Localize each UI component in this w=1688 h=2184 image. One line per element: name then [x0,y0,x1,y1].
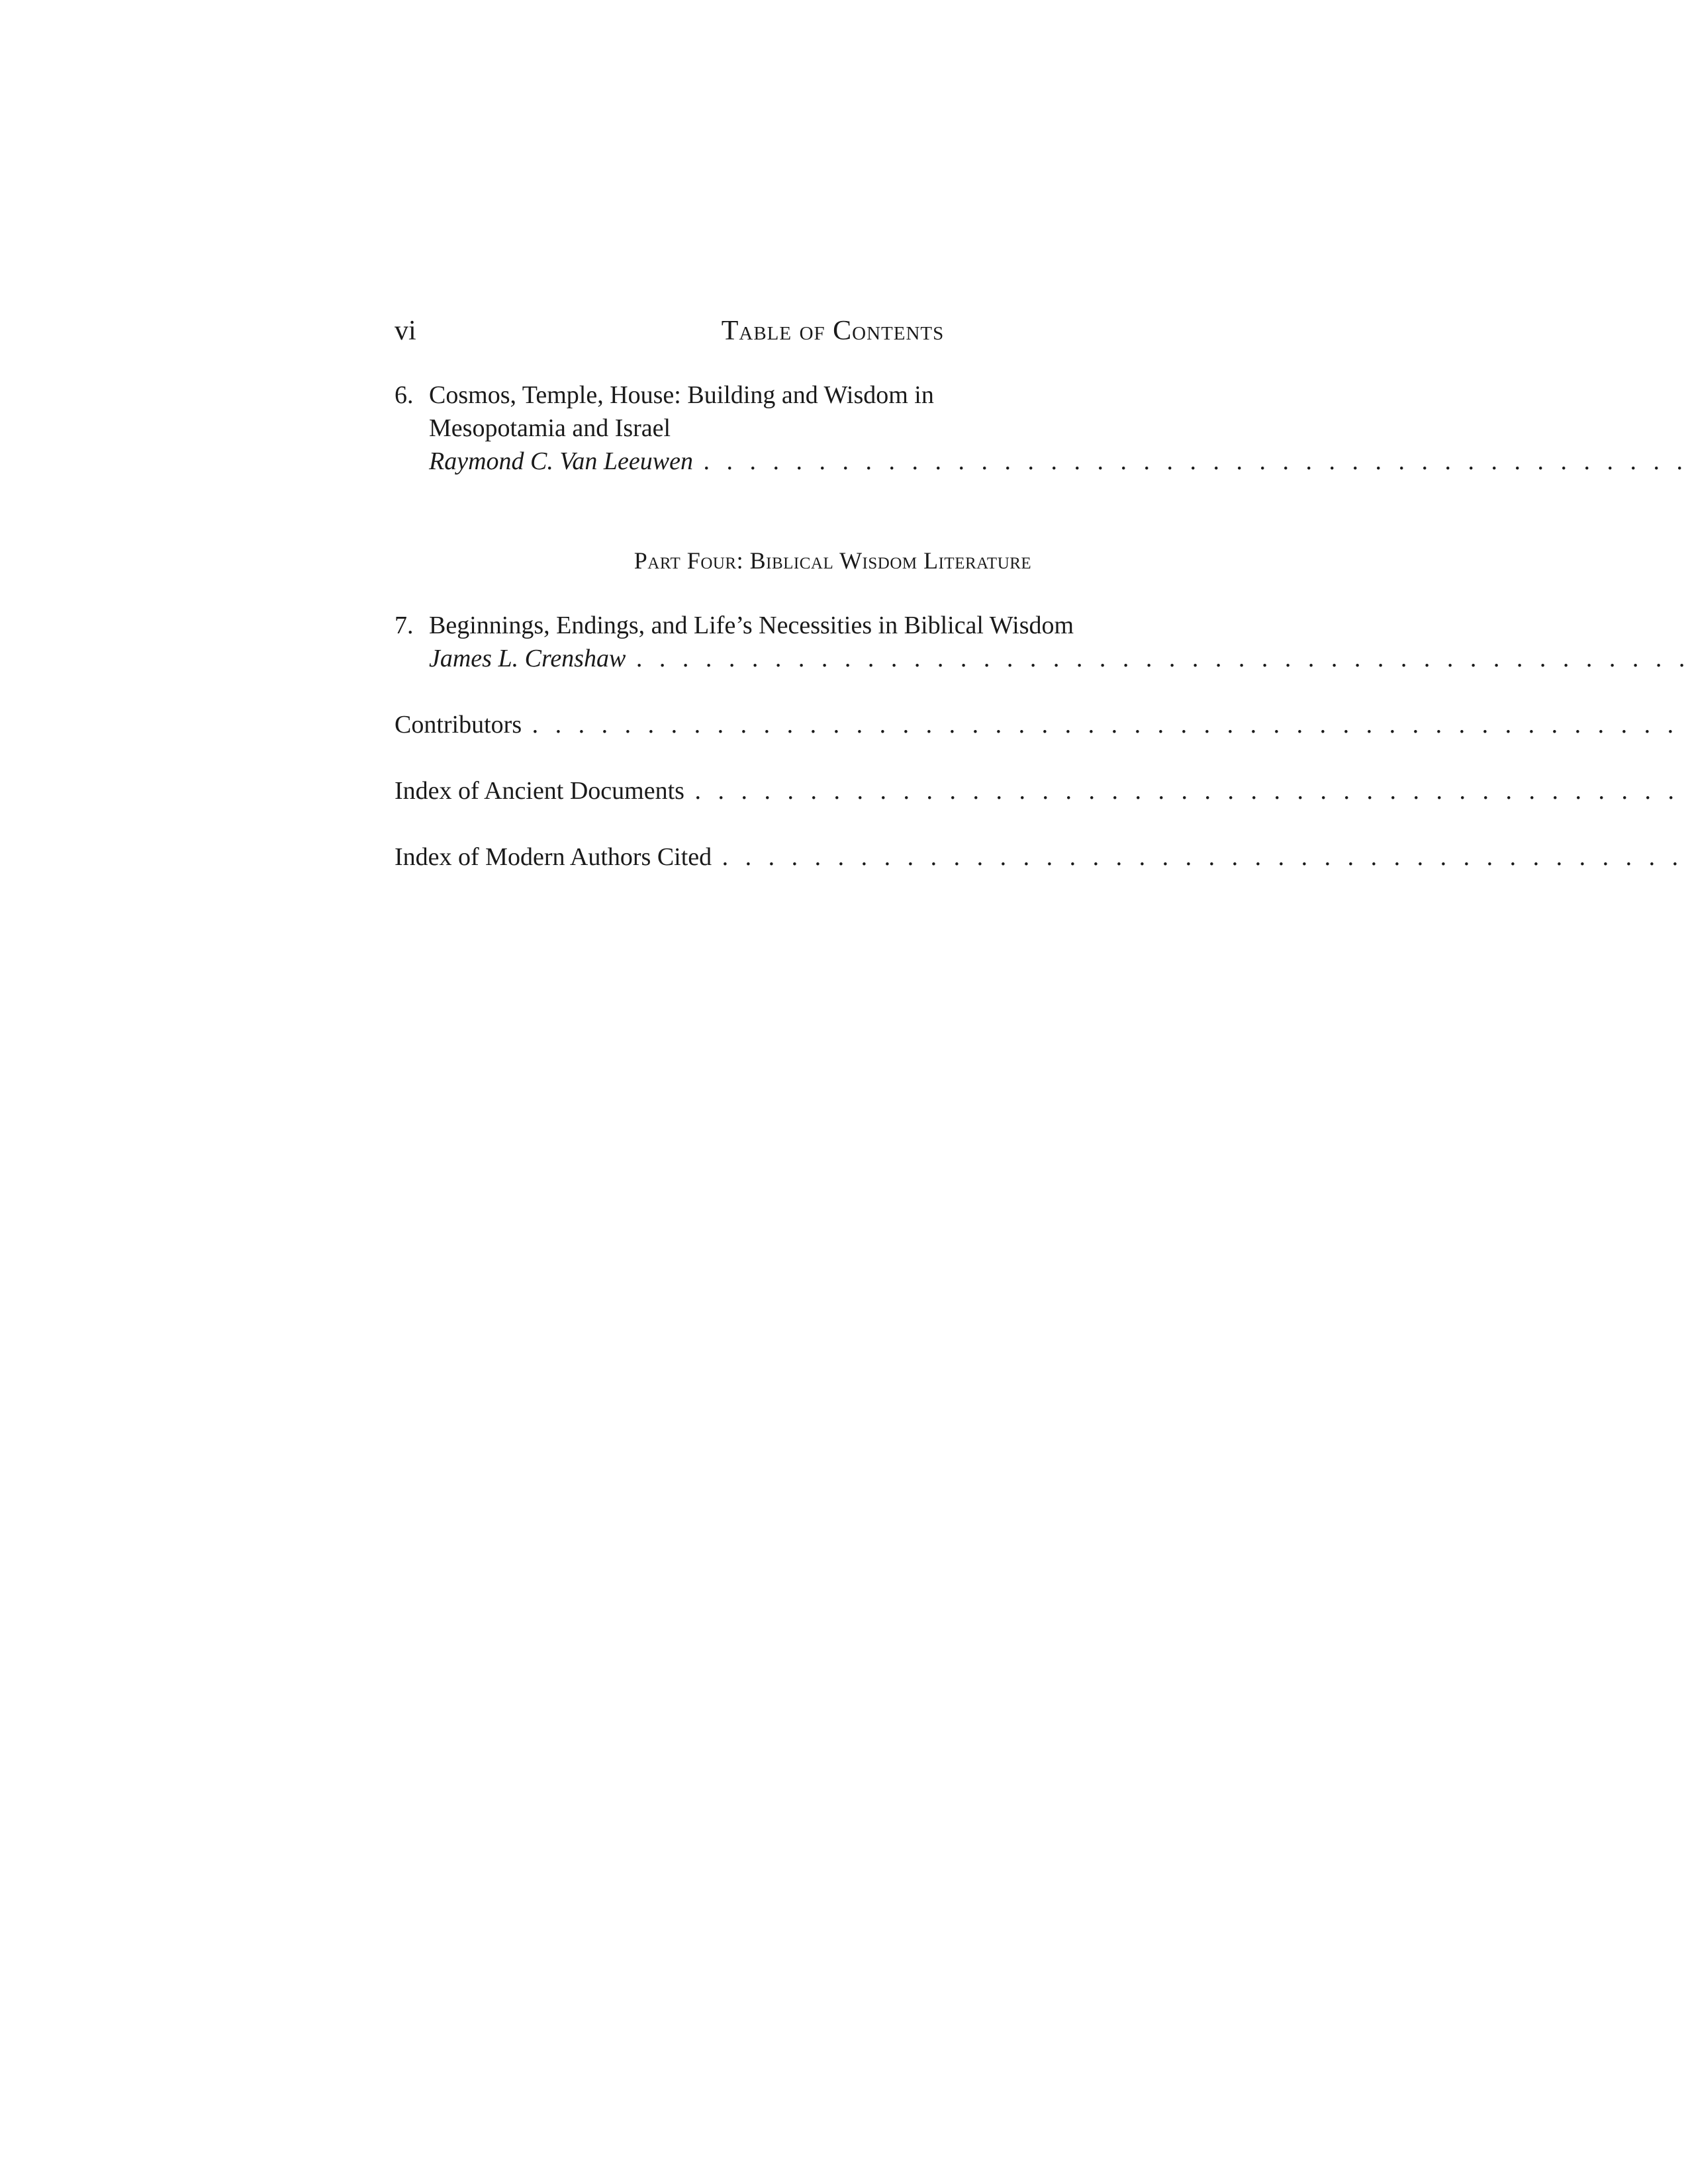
entry-title: Contributors [395,711,522,739]
entry-title-line: Cosmos, Temple, House: Building and Wisdom in [429,381,934,409]
entry-author: Raymond C. Van Leeuwen [429,447,693,475]
dot-leader [699,447,1688,475]
part-heading: Part Four: Biblical Wisdom Literature [633,547,1032,574]
entry-number: 6. [395,381,414,409]
entry-number: 7. [395,612,414,639]
page-title: Table of Contents [721,316,945,346]
toc-entry-7[interactable] [395,609,1271,675]
dot-leader [718,843,1688,871]
entry-title: Index of Modern Authors Cited [395,843,712,871]
dot-leader [632,645,1688,672]
entry-title-line: Mesopotamia and Israel [429,414,671,442]
entry-title: Index of Ancient Documents [395,777,684,805]
running-head [395,311,1271,351]
dot-leader [690,777,1688,805]
page-number: vi [395,316,416,346]
entry-title-line: Beginnings, Endings, and Life’s Necessities in Biblical Wisdom [429,612,1074,639]
toc-entry-index-modern-authors[interactable] [395,841,1271,874]
toc-entry-contributors[interactable] [395,708,1271,741]
toc-entry-6[interactable] [395,379,1271,478]
dot-leader [528,711,1688,739]
entry-author: James L. Crenshaw [429,645,626,672]
toc-entry-index-ancient-documents[interactable] [395,774,1271,807]
